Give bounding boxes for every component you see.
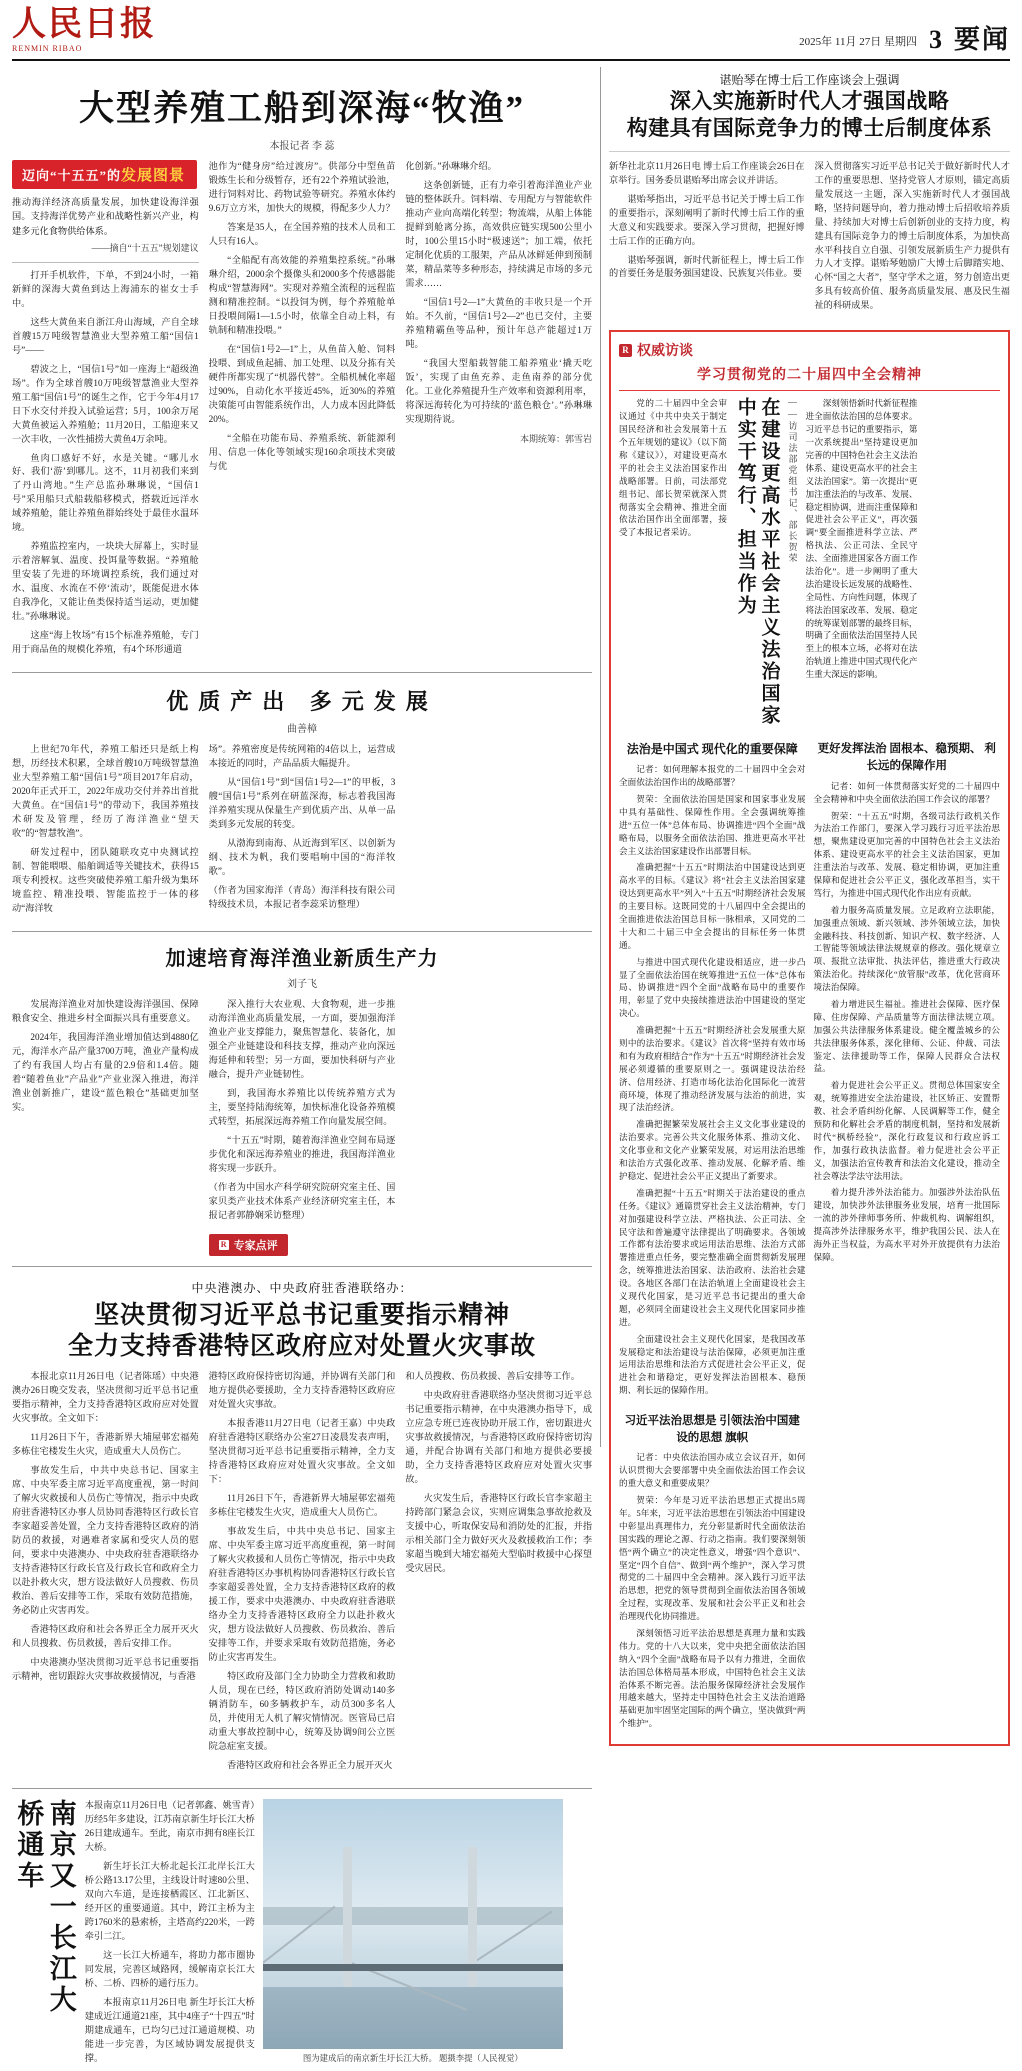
masthead	[12, 8, 1010, 61]
feature-section-heading-3: 习近平法治思想是 引领法治中国建设的思想 旗帜	[624, 1415, 800, 1444]
paragraph: 打开手机软件，下单，不到24小时，一箱新鲜的深海大黄鱼到达上海浦东的崔女士手中。	[12, 269, 199, 308]
paragraph: 新华社北京11月26日电 博士后工作座谈会26日在京举行。国务委员谌贻琴出席会议并讲话。	[609, 160, 805, 185]
paragraph: 本报南京11月26日电（记者郭鑫、姚雪青）历经5年多建设，江苏南京新生圩长江大桥26日建成通车。至此，南京市拥有8座长江大桥。	[84, 1799, 255, 1852]
paragraph: 谌贻琴指出，习近平总书记关于博士后工作的重要指示，深刻阐明了新时代博士后工作的重大意义和实践要求。要深入学习贯彻，把握好博士后工作的正确方向。	[609, 193, 805, 246]
expert-comment-badge	[209, 1234, 288, 1256]
article4-body	[12, 1370, 592, 1778]
newspaper-title-pinyin: RENMIN RIBAO	[12, 44, 83, 53]
newspaper-title: 人民日报	[12, 6, 156, 43]
photo-caption: 图为建成后的南京新生圩长江大桥。 题摄李提（人民视觉）	[302, 2053, 523, 2063]
paragraph: 新生圩长江大桥北起长江北岸长江大桥公路13.17公里，主线设计时速80公里、双向六车道，是连接栖霞区、江北新区、经开区的重要通道。其中，跨江主桥为主跨1760米的悬索桥，主塔高约220米，一跨牵引二江。	[84, 1860, 255, 1941]
paragraph: 准确把握“十五五”时期经济社会发展重大原则中的法治要求。《建议》首次将“坚持有效市场和有为政府相结合”作为“十五五”时期经济社会发展必须遵循的重要原则之一。强调建设法治经济、信用经济、打造市场化法治化国际化一流营商环境，体现了推动经济发展与法治的前进，实现了法治经济。	[619, 1025, 806, 1113]
feature-col-3	[619, 1405, 806, 1734]
interview-question: 记者：如何理解本报党的二十届四中全会对全面依法治国作出的战略部署？	[619, 764, 806, 788]
paragraph: 与推进中国式现代化建设相适应，进一步凸显了全面依法治国在统筹推进“五位一体”总体布局、协调推进“四个全面”战略布局中的重要作用，彰显了党中央接续推进法治中国建设的坚定决心。	[619, 956, 806, 1019]
lead-col-2	[209, 160, 396, 662]
paragraph: 深入贯彻落实习近平总书记关于做好新时代人才工作的重要思想、坚持党管人才原则，锚定高质量发展这一主题，深入实施新时代人才强国战略，坚持问题导向，着力推动博士后招收培养质量、持续加大对博士后创新创业的支持力度，构建具有国际竞争力的博士后制度体系，为加快高水平科技自立自强、引领发展新质生产力提供有力人才支撑。谌贻琴勉励广大博士后脚踏实地、心怀“国之大者”，坚守学术之道，努力创造出更多具有较高价值、服务高质量发展、惠及民生福祉的科研成果。	[814, 160, 1010, 311]
article2-body	[12, 743, 592, 921]
lead-col-3	[405, 160, 592, 662]
section-title: 要闻	[953, 25, 1010, 54]
policy-quote	[12, 195, 199, 263]
right-top-col-1	[609, 160, 805, 319]
article3-byline: 刘子飞	[287, 979, 317, 991]
paragraph: 发展海洋渔业对加快建设海洋强国、保障粮食安全、推进乡村全面振兴具有重要意义。	[12, 999, 199, 1024]
paragraph: 上世纪70年代，养殖工船还只是纸上构想，历经技术积累，全球首艘10万吨级智慧渔业大型养殖工船“国信1号”项目2017年启动，2020年正式开工，2022年成功交付并养出首批大黄鱼。在“国信1号”的带动下，我国养殖技术研发及管理，经历了海洋渔业“望天收”的“智慧牧渔”。	[12, 744, 199, 839]
paragraph-credit: （作者为中国水产科学研究院研究室主任、国家贝类产业技术体系产业经济研究室主任，本报记者郭静娴采访整理）	[208, 1181, 396, 1220]
article4-headline	[12, 1300, 592, 1363]
paragraph: 着力增进民生福祉。推进社会保障、医疗保障、住房保障、产品质量等方面法律法规立项。加强公共法律服务体系建设。健全覆盖城乡的公共法律服务体系，深化律师、公证、仲裁、司法鉴定、法律援助等工作，保障人民群众合法权益。	[813, 999, 1000, 1074]
paragraph: 着力促进社会公平正义。贯彻总体国家安全观，统筹推进安全法治建设，社区矫正、安置帮教、社会矛盾纠纷化解、人民调解等工作，健全预防和化解社会矛盾的制度机制，坚持和发展新时代“枫桥经验”，深化行政复议和行政应诉工作，加强行政执法监督。着力促进社会公平正义，加强法治宣传教育和法治文化建设，推动全社会尊法学法守法用法。	[813, 1080, 1000, 1181]
paragraph: 到，我国海水养殖比以传统养殖方式为主，要坚持陆海统筹，加快标准化设备养殖模式转型，拓展深远海养殖工作向量发展空间。	[208, 1088, 396, 1126]
bridge-photo	[263, 1799, 563, 2049]
editor-credit: 本期统筹：郭雪岩	[520, 433, 593, 444]
interview-question: 记者：中央依法治国办成立会议召开，如何认识贯彻大会要部署中央全面依法治国工作会议的重大意义和重要成果？	[619, 1452, 806, 1489]
article3-col-2	[209, 998, 396, 1256]
flag-icon: R	[219, 1240, 229, 1250]
paragraph: 这一长江大桥通车，将助力都市圈协同发展，完善区域路网，缓解南京长江大桥、二桥、四桥的通行压力。	[84, 1949, 255, 1988]
feature-subtitle: 学习贯彻党的二十届四中全会精神	[697, 368, 922, 384]
paragraph: 谌贻琴强调，新时代新征程上，博士后工作的首要任务是服务强国建设、民族复兴伟业。要	[609, 254, 805, 279]
divider	[609, 151, 1010, 152]
paragraph: 11月26日下午，香港新界大埔屋邨宏福苑多栋住宅楼发生火灾，造成重大人员伤亡。	[208, 1493, 396, 1518]
paragraph: 11月26日下午，香港新界大埔屋邨宏福苑多栋住宅楼发生火灾，造成重大人员伤亡。	[12, 1432, 199, 1457]
photo-hills	[263, 1907, 563, 1925]
article3-body	[12, 998, 592, 1256]
paragraph: 本报北京11月26日电（记者陈瑶）中央港澳办26日晚交发表，坚决贯彻习近平总书记重要指示精神，全力支持香港特区政府应对处置火灾事故。全文如下：	[12, 1371, 199, 1424]
feature-top-row	[619, 397, 1000, 727]
paragraph: 碧波之上，“国信1号”如一座海上“超级渔场”。作为全球首艘10万吨级智慧渔业大型养殖工船“国信1号”的诞生之作，它于今年4月17日下水交付并投入试验运营；5月，100余万尾大黄鱼被运入养殖舱；11月20日，工船迎来又一次丰收，一次性捕捞大黄鱼4万余吨。	[12, 363, 199, 444]
feature-col-2	[814, 733, 1001, 1401]
feature-intro-col-1	[806, 397, 918, 727]
paragraph: 着力服务高质量发展。立足政府立法职能，加强重点领域、新兴领域、涉外领域立法，加快金融科技、科技创新、知识产权、数字经济、人工智能等领域法律法规规章的修改。强化规章立项、报批立法审批、执法评估，推进重大行政决策法治化。持续深化“放管服”改革，优化营商环境法治保障。	[813, 904, 1000, 993]
feature-section-heading-1: 法治是中国式 现代化的重要保障	[626, 742, 798, 757]
paragraph: “国信1号2—1”大黄鱼的丰收只是一个开始。不久前，“国信1号2—2”也已交付，主要养殖精霸鱼等品种，预计年总产能超过1万吨。	[405, 296, 593, 349]
feature-body-2	[619, 1405, 1000, 1734]
bottom-photo-story	[12, 1799, 592, 2071]
article2-col-3	[405, 743, 592, 921]
feature-interview-box	[609, 330, 1010, 1746]
paragraph-credit: （作者为国家海洋（青岛）海洋科技有限公司特级技术员，本报记者李蕊采访整理）	[208, 885, 396, 910]
paragraph: 和人员搜救、伤员救援、善后安排等工作。	[405, 1371, 580, 1382]
lead-byline: 本报记者 李 蕊	[269, 141, 335, 152]
article2-byline: 曲善樟	[287, 724, 317, 736]
feature-section-heading-2: 更好发挥法治 固根本、稳预期、 利长远的保障作用	[817, 743, 996, 773]
paragraph: 中央港澳办坚决贯彻习近平总书记重要指示精神，密切跟踪火灾事故救援情况，与香港	[12, 1657, 199, 1682]
article4-col-3	[405, 1370, 592, 1778]
bottom-text-column	[85, 1799, 255, 2071]
paragraph: 从渤海到南海、从近海到军区、以创新为纲、技术为帆，我们要唱响中国的“海洋牧歌”。	[208, 838, 396, 877]
feature-body	[619, 733, 1000, 1401]
left-column	[12, 67, 600, 2063]
right-top-headline-2: 构建具有国际竞争力的博士后制度体系	[626, 116, 993, 141]
bottom-vertical-headline: 南京又一长江大桥通车	[13, 1798, 76, 2016]
paragraph: 这条创新链，正有力牵引着海洋渔业产业链的整体跃升。饲料端、专用配方与智能软件推动产业向高端化转型；物流端，从船上体能提鲜到舱离分拣，高效供应链实现500公里小时，100公里15小时“极速送”；加工端，依托定制化优质的工服架，产品从冰鲜延伸到预制菜，精品菜等多种形态，持续满足市场的多元需求……	[405, 179, 593, 288]
article2-col-1	[12, 743, 199, 921]
paragraph: “我国大型船载智能工船养殖业‘撬天吃饭’，实现了由鱼充养、走鱼南养的部分优化。工业化养殖提升生产效率和资源利用率，将深远海转化为可持续的‘蓝色粮仓’。”孙琳琳实现期待说。	[405, 357, 593, 424]
paragraph: 香港特区政府和社会各界正全力展开灭火和人员搜救、伤员救援，善后安排工作。	[12, 1624, 199, 1649]
divider	[12, 1788, 592, 1789]
paragraph: 香港特区政府和社会各界正全力展开灭火	[227, 1759, 393, 1770]
interview-question: 记者：如何一体贯彻落实好党的二十届四中全会精神和中央全面依法治国工作会议的部署？	[813, 780, 1000, 804]
campaign-banner	[12, 160, 197, 189]
flag-icon: R	[619, 344, 632, 357]
divider	[619, 390, 1000, 391]
paragraph: 从“国信1号”到“国信1号2—1”的甲板，3艘“国信1号”系列在研蓝深海，标志着我国海洋养殖实现从保量生产到优质产出、从单一品类到多元发展的转变。	[208, 777, 396, 830]
article4-headline-line2: 全力支持香港特区政府应对处置火灾事故	[67, 1333, 536, 1361]
paragraph: 中央政府驻香港联络办坚决贯彻习近平总书记重要指示精神，在中央港澳办指导下，成立应急专班已连夜协助开展工作，密切跟进火灾事故救援情况，与香港特区政府保持密切沟通，并配合协调有关部门和地方提供必要援助，全力支持香港特区政府应对处置火灾事故。	[405, 1390, 593, 1485]
page-number: 3	[928, 25, 942, 54]
feature-tag	[619, 340, 1000, 360]
paragraph: 准确把握“十五五”时期法治中国建设达到更高水平的目标。《建议》将“社会主义法治国家建设达到更高水平”列入“十五五”时期经济社会发展的主要目标。这既同党的十八届四中全会提出的全面推进依法治国总目标一脉相承，又同党的二十大和二十届三中全会提出的目标任务一体贯通。	[619, 862, 806, 950]
page-columns	[12, 67, 1010, 2063]
article4-kicker: 中央港澳办、中央政府驻香港联络办：	[191, 1280, 413, 1295]
article3-col-1	[12, 998, 199, 1256]
right-column	[600, 67, 1010, 1729]
paragraph: 特区政府及部门全力协助全力营救和救助人员，现在已经，特区政府消防处调动140多辆消防车，60多辆救护车，动员300多名人员，并使用无人机了解灾情情况。医管局已启动重大事故控制中心，统筹及协调9间公立医院急症室支援。	[208, 1671, 396, 1751]
feature-col-1	[619, 733, 806, 1401]
paragraph: 党的二十届四中全会审议通过《中共中央关于制定国民经济和社会发展第十五个五年规划的建议》（以下简称《建议》），对建设更高水平的社会主义法治国家作出战略部署。日前，司法部党组书记、部长贺荣就深入贯彻落实全会精神、推进全面依法治国作出全面部署，接受了本报记者采访。	[619, 398, 727, 538]
paragraph: 鱼肉口感好不好，水是关键。“哪儿水好、我们‘游’到哪儿。这不，11月初我们来到了丹山湾地。”生产总监孙琳琳说，“国信1号”采用船只式船载船移模式，搭载近远洋水域养殖舱，能让养殖鱼群始终处于最佳水温环境。	[12, 452, 199, 533]
paragraph: 贺荣：今年是习近平法治思想正式提出5周年。5年来，习近平法治思想在引领法治中国建设中彰显出真理伟力，充分彰显新时代全面依法治国实践的理论之源、行动之指南。我们要深刻领悟“两个确立”的决定性意义，增强“四个意识”、坚定“四个自信”、做到“两个维护”，深入学习贯彻党的二十届四中全会精神。深入践行习近平法治思想，把党的领导贯彻到全面依法治国各领域全过程，实现改革、发展和社会公平正义和社会治理现代化协同推进。	[619, 1495, 806, 1622]
masthead-right	[799, 27, 1010, 53]
article4-col-1	[12, 1370, 199, 1778]
paragraph: 答案是35人，在全国养殖的技术人员和工人只有16人。	[208, 221, 396, 246]
paragraph: 这些大黄鱼来自浙江舟山海域，产自全球首艘15万吨级智慧渔业大型养殖工船“国信1号”——	[12, 316, 199, 355]
masthead-logo	[12, 8, 156, 53]
right-top-kicker: 谌贻琴在博士后工作座谈会上强调	[719, 73, 900, 87]
bridge-photo-wrapper	[263, 1799, 563, 2071]
paragraph: 贺荣：“十五五”时期，各级司法行政机关作为法治工作部门，要深入学习践行习近平法治思想，聚焦建设更加完善的中国特色社会主义法治体系、建设更高水平的社会主义法治国家，更加注重法治与改革、发展、稳定相协调，更加注重保障和促进社会公平正义，强化改革担当，实干笃行，为推进中国式现代化作出应有贡献。	[813, 810, 1000, 898]
paragraph: 研发过程中，团队随联攻克中央测试控制、智能喂喂、船舶调适等关键技术，获得15项专利授权。这些突破使养殖工船升级为集环境监控、精准投喂、智能监控于一体的移动“海洋牧	[12, 847, 199, 914]
paragraph: 本报南京11月26日电 新生圩长江大桥建成近江通道21座，其中4座子“十四五”时期建成通车，已均匀已过江通道规模、功能进一步完善，为区域协调发展提供支撑。	[84, 1996, 255, 2063]
lead-col-1	[12, 160, 199, 662]
paragraph: 深刻领悟新时代新征程推进全面依法治国的总体要求。习近平总书记的重要指示，第一次系统提出“坚持建设更加完善的中国特色社会主义法治体系、建设更高水平的社会主义法治国家”。第一次提出“更加注重法治的与改革、发展、稳定相协调，进而注重保障和促进社会公平正义”，再次强调“要全面推进科学立法、严格执法、公正司法、全民守法、全面推进国家各方面工作法治化”。进一步阐明了重大法治建设长远发展的战略性、全局性、方向性问题，体现了将法治国家改革、发展、稳定的统筹谋划部署的最终目标，明确了全面依法治国坚持人民至上的根本立场，必将对在法治轨道上推进中国式现代化产生重大深远的影响。	[805, 398, 918, 680]
policy-quote-source: ——摘自“十五五”规划建议	[91, 242, 199, 253]
paragraph: 深刻领悟习近平法治思想是真理力量和实践伟力。党的十八大以来，党中央把全面依法治国纳入“四个全面”战略布局予以有力推进，全面依法治国总体格局基本形成，中国特色社会主义法治体系不断完善。法治服务保障经济社会发展作用越来越大，坚持走中国特色社会主义法治道路基础更加牢固坚定国际的两个确立，坚决做到“两个维护”。	[619, 1628, 806, 1729]
divider	[12, 1266, 592, 1267]
paragraph: “十五五”时期，随着海洋渔业空间布局逐步优化和深远海养殖业的推进，我国海洋渔业将实现一步跃升。	[208, 1134, 396, 1173]
paragraph: 全面建设社会主义现代化国家，是我国改革发展稳定和法治建设与法治保障，必须更加注重运用法治思维和法治方式促进社会公平正义，促进社会和谐稳定，更好发挥法治固根本、稳预期、利长远的保障作用。	[619, 1333, 806, 1396]
divider	[12, 931, 592, 932]
paragraph: 养殖监控室内，一块块大屏幕上，实时显示着溶解氧、温度、投饵量等数据。“养殖舱里安装了先进的环境调控系统，我们通过对水、温度、水流在不停‘流动’，既能促进水体自我净化，又能让鱼类保持适当运动，更加健壮。”孙琳琳说。	[12, 541, 199, 622]
expert-comment-label: 专家点评	[233, 1239, 278, 1252]
paragraph: 池作为“健身房”给过渡房”。供部分中型鱼苗锻炼生长和分级暂存，还有22个养殖试验池，进行饲料对比、药物试验等研究。养殖水体约9.6万立方米，加快大的规模，得配多少人力？	[208, 161, 396, 213]
banner-prefix: 迈向“十五五”的	[22, 168, 122, 183]
paragraph: 这座“海上牧场”有15个标准养殖舱，专门用于商品鱼的规模化养殖，有4个环形通道	[12, 630, 199, 655]
paragraph: 贺荣：全面依法治国是国家和国家事业发展中具有基础性、保障性作用。全会强调统筹推进“五位一体”总体布局、协调推进“四个全面”战略布局，以服务全面依法治国、推进更高水平社会主义法治国家建设作出部署目标。	[619, 794, 806, 856]
banner-highlight: 发展图景	[121, 168, 186, 184]
paragraph: 准确把握繁荣发展社会主义文化事业建设的法治要求。完善公共文化服务体系、推动文化、文化事业和文化产业繁荣发展，对运用法治思维和法治方式强化改革、推动发展、化解矛盾、维护稳定、促进社会公平正义提出了新要求。	[619, 1119, 806, 1181]
publication-date: 2025年 11月 27日 星期四	[799, 36, 917, 48]
paragraph: “全船配有高效能的养殖集控系统。”孙琳琳介绍，2000余个摄像头和2000多个传感器能构成“智慧海网”。实现对养殖全流程的远程监测和精准控制。“以投饲为例，每个养殖舱单日投喂间隔1—1.5小时，依靠全自动上料，有轨制和精准投喂。”	[208, 254, 396, 335]
paragraph: 本报香港11月27日电（记者王嘉）中央政府驻香港特区联络办公室27日凌晨发表声明，坚决贯彻习近平总书记重要指示精神，全力支持香港特区政府应对处置火灾事故。全文如下：	[208, 1418, 396, 1485]
right-top-col-2	[815, 160, 1011, 319]
article2-col-2	[209, 743, 396, 921]
paragraph: 化创新。”孙琳琳介绍。	[405, 161, 497, 171]
feature-tag-label: 权威访谈	[637, 344, 693, 360]
paragraph: 火灾发生后，香港特区行政长官李家超主持跨部门紧急会议，实则应调集急事故抢救及支援中心，听取保安局和消防处的汇报，并指示相关部门全力做好灭火及救援救治工作；李家超当晚到大埔宏福苑大型临时救援中心探望受灾居民。	[405, 1493, 593, 1574]
feature-vertical-byline: ——访司法部党组书记、部长贺荣	[787, 397, 798, 565]
paragraph: 深入推行大农业观、大食物观，进一步推动海洋渔业高质量发展，一方面，要加强海洋渔业产业支撑能力，聚焦智慧化、装备化，加强全产业链建设和科技支撑，推动产业向深远海延伸和转型；另一方面，要加快科研与产业融合，提升产业链韧性。	[208, 999, 396, 1080]
divider	[12, 672, 592, 673]
lead-headline: 大型养殖工船到深海“牧渔”	[78, 89, 525, 128]
paragraph: 事故发生后，中共中央总书记、国家主席、中央军委主席习近平高度重视，第一时间了解火灾救援和人员伤亡等情况，指示中央政府驻香港特区办事人员协同香港特区行政长官李家超妥善处置，全力支持香港特区政府的消防员的救援，对遇难者家属和受灾人员的慰问，要求中央港澳办、中央政府驻香港联络办支持香港特区行政长官及行政长官和政府全力以赴扑救火灾，想方设法做好人员搜救、伤员救治、善后安排等工作，采取有效防范措施，务必防止灾害再发。	[12, 1465, 199, 1616]
paragraph: 港特区政府保持密切沟通，并协调有关部门和地方提供必要援助，全力支持香港特区政府应对处置火灾事故。	[208, 1371, 396, 1410]
article2-title: 优质产出 多元发展	[166, 689, 438, 715]
lead-body	[12, 160, 592, 662]
article4-col-2	[209, 1370, 396, 1778]
paragraph: 在“国信1号2—1”上，从鱼苗入舱、饲料投喂、到成鱼起捕、加工处理、以及分拣有关硬件所都实现了“机器代替”。全船机械化率超过90%，自动化水平接近45%，近30%的养殖决策能可由智能系统作出，人力成本因此降低20%。	[208, 343, 396, 424]
photo-water	[263, 1987, 563, 2049]
paragraph: “全船在功能布局、养殖系统、新能源利用、信息一体化等领域实现160余项技术突破与优	[208, 432, 396, 471]
article3-col-3	[405, 998, 592, 1256]
paragraph: 事故发生后，中共中央总书记、国家主席、中央军委主席习近平高度重视，第一时间了解火灾救援和人员伤亡等情况，指示中央政府驻香港特区办事机构协同香港特区行政长官李家超妥善处置，全力支持香港特区政府的救援工作，要求中央港澳办、中央政府驻香港联络办全力支持香港特区政府全力以赴扑救火灾，想方设法做好人员搜救、伤员救治、善后安排等工作，并要求采取有效防范措施，务必防止灾害再发生。	[208, 1526, 396, 1663]
paragraph: 场”。养殖密度是传统网箱的4倍以上，运营成本接近的同时，产品品质大幅提升。	[208, 744, 396, 769]
photo-bridge-deck	[263, 1964, 563, 1971]
feature-col-4	[814, 1405, 1001, 1734]
policy-quote-text: 推动海洋经济高质量发展，加快建设海洋强国。支持海洋优势产业和战略性新兴产业，构建多元化食物供给体系。	[12, 197, 199, 236]
paragraph: 着力提升涉外法治能力。加强涉外法治队伍建设，加快涉外法律服务业发展，培育一批国际一流的涉外律师事务所、仲裁机构、调解组织，提高涉外法律服务水平，维护我国公民、法人在海外正当权益，为高水平对外开放提供有力法治保障。	[813, 1187, 1000, 1262]
feature-vertical-title: 在建设更高水平社会主义法治国家中实干笃行、担当作为	[734, 397, 780, 728]
paragraph: 准确把握“十五五”时期关于法治建设的重点任务。《建议》通篇贯穿社会主义法治精神，专门对加强建设科学立法、严格执法、公正司法、全民守法和普遍遵守法律提出了明确要求。各领域工作都有法治要求或运用法治思维、法治方式部署推进重点任务，要完整准确全面贯彻新发展理念，统筹推进法治国家、法治政府、法治社会建设。各地区各部门在法治轨道上全面建设社会主义现代化国家，是习近平总书记提出的重大命题，必须同全面建设社会主义现代化国家同步推进。	[619, 1187, 806, 1327]
article3-title: 加速培育海洋渔业新质生产力	[165, 948, 439, 971]
right-top-headline-1: 深入实施新时代人才强国战略	[669, 89, 950, 113]
paragraph: 2024年，我国海洋渔业增加值达到4880亿元，海洋水产品产量3700万吨，渔业产量构成了约有我国人均占有量的2.9倍和1.4倍。随着“随着鱼业”产品业”产业业深入推进，海洋渔业创新推广，建设“蓝色粮仓”基础更加坚实。	[12, 1032, 199, 1112]
feature-intro-col-2	[619, 397, 727, 727]
right-top-body	[609, 160, 1010, 319]
article4-headline-line1: 坚决贯彻习近平总书记重要指示精神	[93, 1301, 510, 1329]
